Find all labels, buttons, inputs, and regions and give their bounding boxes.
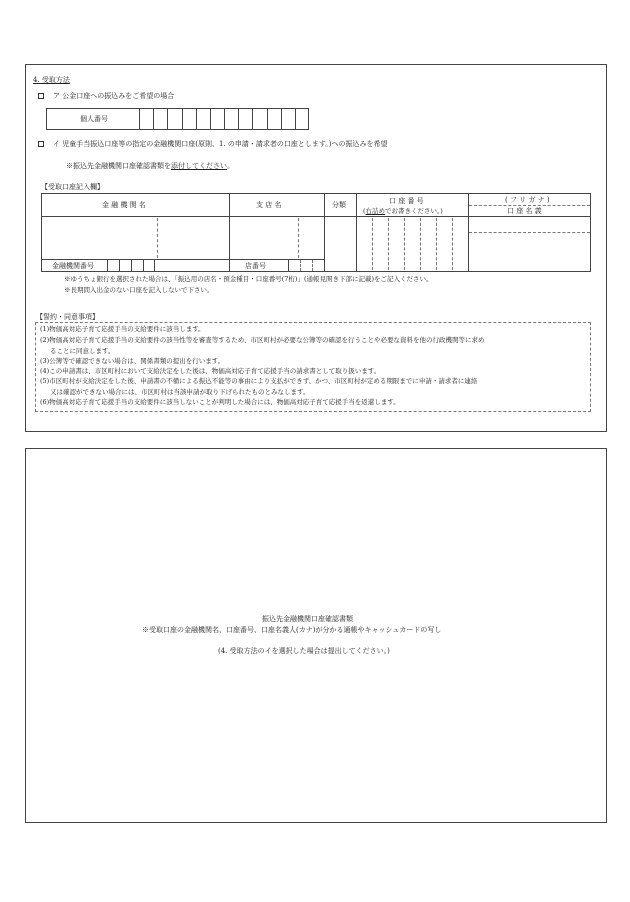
category-header-cell [324,193,357,217]
bank-name-divider [157,218,158,258]
account-number-header-cell [356,193,469,217]
bank-name-header-cell [41,193,230,217]
bank-name-field[interactable] [41,216,230,260]
branch-name-field[interactable] [229,216,325,260]
account-number-sub-suffix: でお書きください。) [385,207,443,215]
branch-code-field[interactable] [288,259,325,272]
account-number-digit-divider [436,218,437,270]
account-holder-header-cell [468,193,591,217]
account-number-sub-underlined: 右詰め [365,207,386,215]
attachment-line1: ※受取口座の金融機関名、口座番号、口座名義人(カナ)が分かる通帳やキャッシュカードの写し [142,626,442,634]
attach-note-prefix: ※振込先金融機関口座確認書類を [66,162,171,170]
personal-number-digit-divider [267,109,268,129]
personal-number-digit-divider [224,109,225,129]
option-i-checkbox[interactable] [38,141,44,147]
terms-item: (5)市区町村が支給決定をした後、申請書の不備による振込不能等の事由により支払ができず、かつ、市区町村が定める期限までに申請・請求者に連絡 [40,377,478,385]
terms-title: 【誓約・同意事項】 [36,313,99,321]
account-holder-header: 口 座 名 義 [507,207,542,215]
option-a-label: ア 公金口座への振込みをご希望の場合 [53,92,175,100]
personal-number-label-cell [46,108,140,130]
branch-code-sep2 [312,260,313,271]
terms-item: (1)物価高対応子育て応援手当の支給要件に該当します。 [40,325,205,333]
bank-code-label: 金融機関番号 [52,262,94,270]
branch-name-header: 支 店 名 [256,201,282,209]
account-number-digit-divider [404,218,405,270]
personal-number-label: 個人番号 [80,115,108,123]
attach-note [66,163,234,170]
bank-code-sep1 [119,260,120,271]
personal-number-digit-divider [153,109,154,129]
account-section-label: 【受取口座記入欄】 [41,183,104,191]
account-number-digit-divider [452,218,453,270]
category-field[interactable] [324,216,357,272]
terms-item: (2)物価高対応子育て応援手当の支給要件の該当性等を審査等するため、市区町村が必要な公簿等の確認を行うことや必要な資料を他の行政機関等に求め [40,336,485,344]
attachment-line2: (4. 受取方法のイを選択した場合は提出してください。) [218,647,390,655]
furigana-header: ( フ リ ガ ナ ) [505,196,550,204]
bank-code-sep3 [143,260,144,271]
category-header: 分類 [332,201,346,209]
terms-item: (3)公簿等で確認できない場合は、関係書類の提出を行います。 [40,357,225,365]
branch-name-header-cell [229,193,325,217]
account-number-subheader [363,208,443,215]
bank-code-sep2 [131,260,132,271]
terms-item: (6)物価高対応子育て応援手当の支給要件に該当しないことが判明した場合には、物価高対応子育て応援手当を返還します。 [40,398,400,406]
option-a-checkbox[interactable] [38,93,44,99]
account-holder-divider [469,232,590,233]
terms-item: ることに同意します。 [50,347,115,355]
personal-number-digit-divider [167,109,168,129]
dormant-account-note: ※長期間入出金のない口座を記入しないで下さい。 [64,286,214,294]
account-number-digit-divider [388,218,389,270]
account-number-digit-divider [372,218,373,270]
option-i-label: イ 児童手当振込口座等の指定の金融機関口座(原則、1. の申請・請求者の口座とします。)への振込みを希望 [53,140,388,148]
terms-item: (4)この申請書は、市区町村において支給決定をした後は、物価高対応子育て応援手当の請求書として取り扱います。 [40,367,381,375]
branch-code-label: 店番号 [245,262,266,270]
account-number-header: 口 座 番 号 [389,197,424,205]
branch-code-sep1 [300,260,301,271]
terms-item: 又は確認ができない場合には、市区町村は当該申請が取り下げられたものとみなします。 [50,388,310,396]
branch-name-divider [298,218,299,258]
personal-number-digit-divider [281,109,282,129]
account-number-sub-prefix: ( [363,207,366,215]
section-title: 4. 受取方法 [33,76,70,84]
personal-number-digit-divider [210,109,211,129]
furigana-divider [469,205,590,206]
attach-note-underlined: 添付してください [171,162,227,170]
account-holder-field[interactable] [468,216,591,272]
attachment-area [25,448,607,823]
personal-number-digit-divider [182,109,183,129]
attachment-title: 振込先金融機関口座確認書類 [262,615,353,623]
attach-note-suffix: 。 [227,162,234,170]
personal-number-digit-divider [252,109,253,129]
personal-number-digit-divider [295,109,296,129]
account-number-digit-divider [420,218,421,270]
personal-number-digit-divider [196,109,197,129]
bank-name-header: 金 融 機 関 名 [102,201,146,209]
personal-number-digit-divider [238,109,239,129]
yucho-note: ※ゆうちょ銀行を選択された場合は、「振込用の店名・預金種目・口座番号(7桁)」(通帳見開き下部に記載)をご記入ください。 [64,275,433,283]
